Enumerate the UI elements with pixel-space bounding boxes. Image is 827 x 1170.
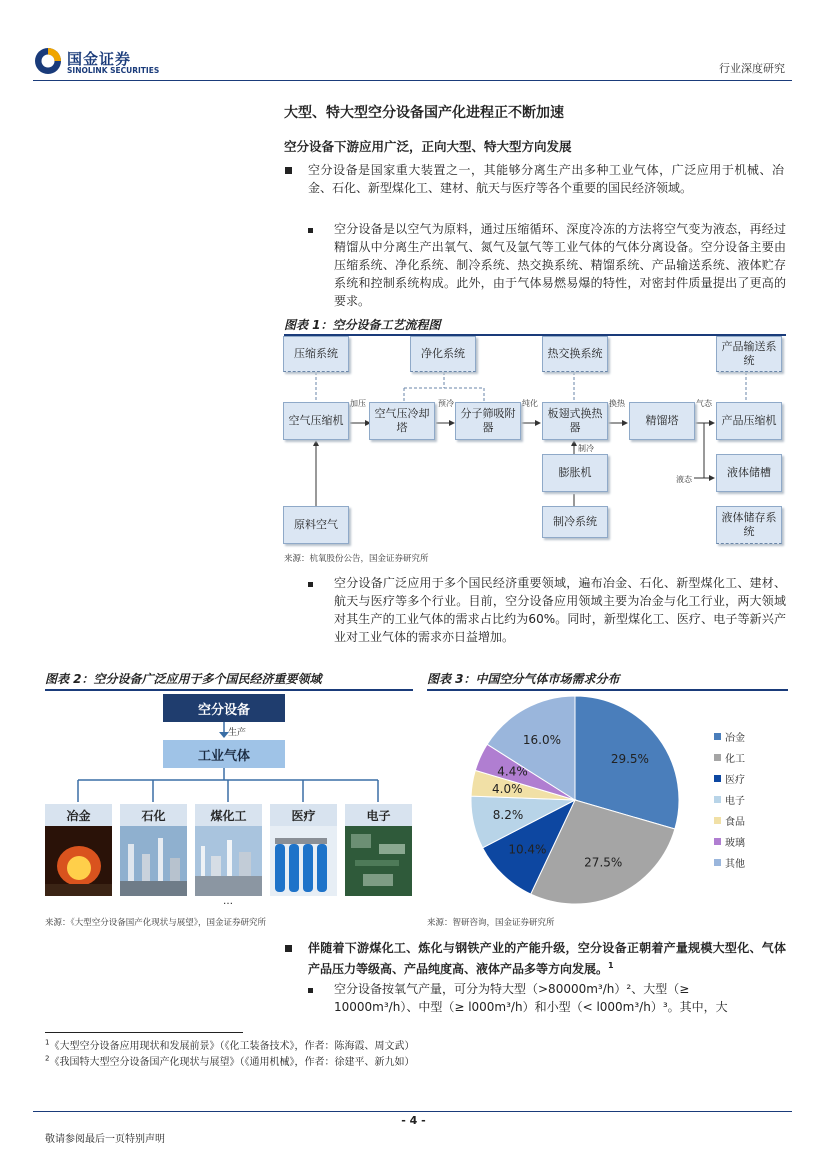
legend-item-medical <box>714 771 745 786</box>
flow-label-refrigerate: 制冷 <box>578 444 594 453</box>
legend-label: 医疗 <box>725 775 745 786</box>
flow-label-purify: 纯化 <box>522 399 538 408</box>
pie-label-other: 16.0% <box>522 732 561 747</box>
pie-label-electronics: 8.2% <box>492 807 524 822</box>
flow-label-pressurize: 加压 <box>350 399 366 408</box>
petrochem-photo <box>120 826 187 896</box>
logo-text-en: SINOLINK SECURITIES <box>67 66 160 75</box>
footnote-ref: 1 <box>608 961 614 970</box>
legend-label: 电子 <box>725 796 745 807</box>
header-divider <box>33 80 792 81</box>
flow-box-liquid-tank: 液体储槽 <box>716 454 782 492</box>
legend-swatch <box>714 796 721 803</box>
flow-box-plate-fin-exchanger: 板翅式换热器 <box>542 402 608 440</box>
pie-label-chemical: 27.5% <box>584 855 623 870</box>
flow-label-precool: 预冷 <box>438 399 454 408</box>
sub-paragraph-2: 空分设备广泛应用于多个国民经济重要领域，遍布冶金、石化、新型煤化工、建材、航天与医疗等多个行业。目前，空分设备应用领域主要为冶金与化工行业，两大领域对其生产的工业气体的需求占比约为60%。同时，新型煤化工、医疗、电子等新兴产业对工业气体的需求亦日益增加。 <box>334 576 786 644</box>
flow-label-heat-exchange: 换热 <box>609 399 625 408</box>
legend-item-metallurgy <box>714 729 745 744</box>
flow-box-purification-system: 净化系统 <box>410 336 476 372</box>
sub-bullet-marker <box>308 228 313 233</box>
legend-label: 其他 <box>725 859 745 870</box>
bullet-paragraph-1: 空分设备是国家重大装置之一，其能够分离生产出多种工业气体，广泛应用于机械、冶金、石化、新型煤化工、建材、航天与医疗等各个重要的国民经济领域。 <box>308 163 784 195</box>
medical-photo <box>270 826 337 896</box>
sub-bullet-marker <box>308 582 313 587</box>
bullet-paragraph-2-text: 伴随着下游煤化工、炼化与钢铁产业的产能升级，空分设备正朝着产量规模大型化、气体产品压力等级高、产品纯度高、液体产品多等方向发展。 <box>308 941 786 976</box>
flow-box-product-delivery-system: 产品输送系统 <box>716 336 782 372</box>
flow-box-air-compressor: 空气压缩机 <box>283 402 349 440</box>
section-title: 大型、特大型空分设备国产化进程正不断加速 <box>284 105 564 121</box>
legend-swatch <box>714 859 721 866</box>
flow-box-compression-system: 压缩系统 <box>283 336 349 372</box>
figure2-source: 来源：《大型空分设备国产化现状与展望》，国金证券研究所 <box>45 918 267 928</box>
flow-box-liquid-storage-system: 液体储存系统 <box>716 506 782 544</box>
flow-label-liquid: 液态 <box>676 475 692 484</box>
legend-swatch <box>714 775 721 782</box>
sub-bullet-marker <box>308 988 313 993</box>
figure2-ellipsis: … <box>223 896 233 907</box>
section-subtitle: 空分设备下游应用广泛，正向大型、特大型方向发展 <box>284 139 572 154</box>
page-number: - 4 - <box>401 1114 426 1127</box>
footnote-1 <box>45 1037 414 1052</box>
figure2-arrow-label: 生产 <box>228 728 247 738</box>
bullet-marker <box>285 945 292 952</box>
legend-swatch <box>714 733 721 740</box>
footnote-1-text: 《大型空分设备应用现状和发展前景》（《化工装备技术》，作者：陈海霞、周文武） <box>49 1041 415 1052</box>
legend-swatch <box>714 838 721 845</box>
figure3-source: 来源：智研咨询，国金证券研究所 <box>427 918 555 928</box>
metallurgy-photo <box>45 826 112 896</box>
pie-legend <box>427 693 788 911</box>
flow-box-molecular-sieve: 分子筛吸附器 <box>455 402 521 440</box>
pie-label-glass: 4.4% <box>497 764 528 779</box>
bullet-paragraph-2 <box>308 939 786 978</box>
legend-swatch <box>714 817 721 824</box>
logo-icon <box>33 46 63 76</box>
figure2-cat-coalchem: 煤化工 <box>195 804 262 826</box>
flow-box-product-compressor: 产品压缩机 <box>716 402 782 440</box>
figure1-source: 来源：杭氧股份公告，国金证券研究所 <box>284 554 429 564</box>
sub-paragraph-3-line1: 空分设备按氧气产量，可分为特大型（>80000m³/h）²、大型（≥ <box>334 982 690 996</box>
figure2-rule <box>45 689 413 691</box>
figure2-cat-medical: 医疗 <box>270 804 337 826</box>
figure2-title: 图表 2：空分设备广泛应用于多个国民经济重要领域 <box>45 672 322 686</box>
figure2-cat-electronics: 电子 <box>345 804 412 826</box>
flow-box-expander: 膨胀机 <box>542 454 608 492</box>
flow-box-refrigeration-system: 制冷系统 <box>542 506 608 538</box>
coalchem-photo <box>195 826 262 896</box>
footer-disclaimer: 敬请参阅最后一页特别声明 <box>45 1134 165 1145</box>
figure1-title: 图表 1：空分设备工艺流程图 <box>284 318 441 332</box>
figure3-rule <box>427 689 788 691</box>
figure2-equipment-box: 空分设备 <box>163 694 285 722</box>
legend-label: 食品 <box>725 817 745 828</box>
figure2-gas-box: 工业气体 <box>163 740 285 768</box>
figure2-cat-metallurgy: 冶金 <box>45 804 112 826</box>
legend-item-chemical <box>714 750 745 765</box>
bullet-marker <box>285 167 292 174</box>
pie-label-medical: 10.4% <box>508 842 547 857</box>
sub-paragraph-3-line2: 10000m³/h）、中型（≥ l000m³/h）和小型（< l000m³/h）³。其中，大 <box>334 1000 728 1014</box>
flow-box-heat-exchange-system: 热交换系统 <box>542 336 608 372</box>
footnote-2-text: 《我国特大型空分设备国产化现状与展望》（《通用机械》，作者：徐建平、新九如） <box>49 1057 415 1068</box>
legend-label: 化工 <box>725 754 745 765</box>
legend-item-glass <box>714 834 745 849</box>
legend-label: 冶金 <box>725 733 745 744</box>
legend-item-electronics <box>714 792 745 807</box>
flow-label-gaseous: 气态 <box>696 399 712 408</box>
legend-item-other <box>714 855 745 870</box>
logo-text-cn: 国金证券 <box>67 50 132 68</box>
legend-item-food <box>714 813 745 828</box>
flow-arrows <box>284 336 786 548</box>
footnote-2 <box>45 1053 414 1068</box>
legend-label: 玻璃 <box>725 838 745 849</box>
flow-box-rectification-tower: 精馏塔 <box>629 402 695 440</box>
footer-divider <box>33 1111 792 1112</box>
figure2-cat-petrochem: 石化 <box>120 804 187 826</box>
report-type: 行业深度研究 <box>719 62 785 75</box>
footnote-2-num: 2 <box>45 1054 50 1063</box>
pie-label-food: 4.0% <box>492 781 523 796</box>
pie-label-metallurgy: 29.5% <box>610 751 649 766</box>
flow-box-raw-air: 原料空气 <box>283 506 349 544</box>
footnote-divider <box>45 1032 243 1033</box>
legend-swatch <box>714 754 721 761</box>
footnote-1-num: 1 <box>45 1038 50 1047</box>
figure3-title: 图表 3：中国空分气体市场需求分布 <box>427 672 620 686</box>
flow-box-air-cooling-tower: 空气压冷却塔 <box>369 402 435 440</box>
electronics-photo <box>345 826 412 896</box>
sub-paragraph-1: 空分设备是以空气为原料，通过压缩循环、深度冷冻的方法将空气变为液态，再经过精馏从中分离生产出氧气、氮气及氩气等工业气体的气体分离设备。空分设备主要由压缩系统、净化系统、制冷系统、热交换系统、精馏系统、产品输送系统、液体贮存系统和控制系统构成。此外，由于气体易燃易爆的特性，对密封件质量提出了更高的要求。 <box>334 222 786 308</box>
